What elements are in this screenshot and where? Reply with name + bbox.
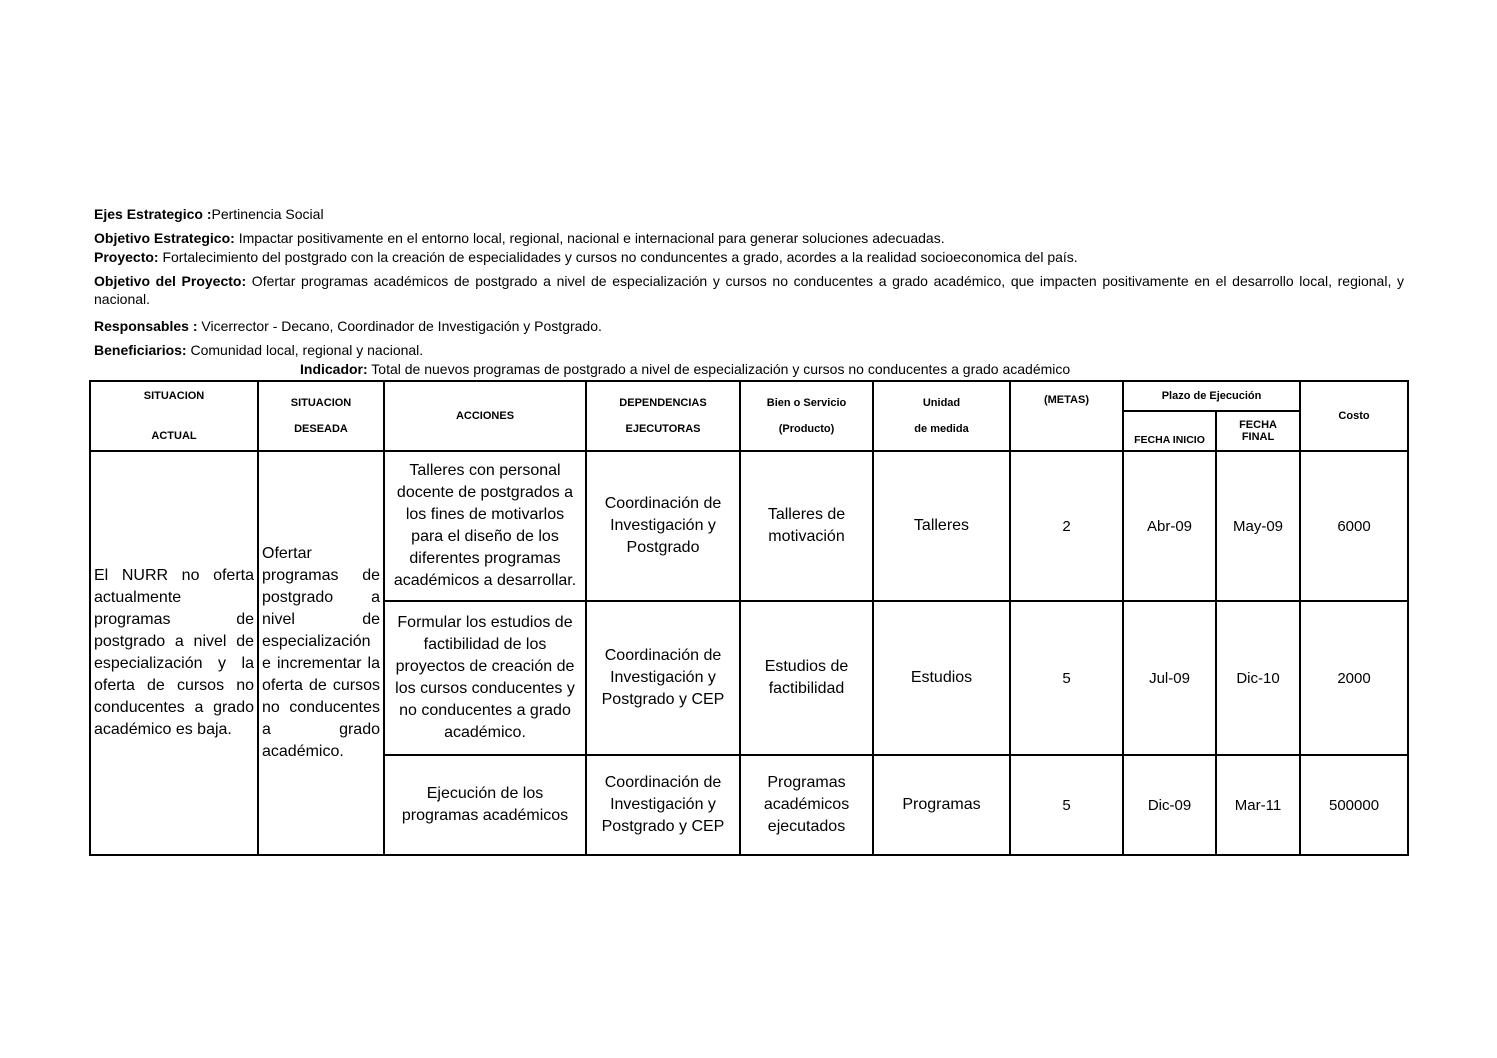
proyecto-line [94, 248, 1404, 266]
table-row [90, 451, 1408, 601]
proyecto-label: Proyecto: [94, 249, 159, 265]
fecha-final-cell: Mar-11 [1216, 755, 1300, 855]
ejes-value: Pertinencia Social [211, 206, 324, 222]
plan-table [89, 380, 1409, 856]
header-bien-servicio: Bien o Servicio (Producto) [740, 381, 873, 451]
costo-cell: 2000 [1300, 601, 1408, 755]
situacion-deseada-cell: Ofertar programas de postgrado a nivel de especialización e incrementar la oferta de cursos no conducentes a grado académico. [258, 451, 384, 855]
metas-cell: 2 [1010, 451, 1123, 601]
costo-cell: 6000 [1300, 451, 1408, 601]
ejes-line [94, 205, 1404, 223]
dependencia-cell: Coordinación de Investigación y Postgrado y CEP [586, 601, 740, 755]
header-dependencias: DEPENDENCIAS EJECUTORAS [586, 381, 740, 451]
beneficiarios-line [94, 341, 1404, 359]
objetivo-line [94, 229, 1404, 247]
situacion-actual-cell: El NURR no oferta actualmente programas de postgrado a nivel de especialización y la oferta de cursos no conducentes a grado académico es baja. [90, 451, 258, 855]
fecha-inicio-cell: Jul-09 [1123, 601, 1216, 755]
objetivo-proyecto-line [94, 272, 1404, 308]
header-fecha-final: FECHA FINAL [1216, 411, 1300, 451]
header-acciones: ACCIONES [384, 381, 586, 451]
ejes-label: Ejes Estrategico : [94, 206, 212, 222]
responsables-value: Vicerrector - Decano, Coordinador de Investigación y Postgrado. [197, 318, 602, 334]
header-unidad: Unidad de medida [873, 381, 1010, 451]
costo-cell: 500000 [1300, 755, 1408, 855]
indicador-line [300, 360, 1070, 378]
fecha-inicio-cell: Abr-09 [1123, 451, 1216, 601]
accion-cell: Formular los estudios de factibilidad de los proyectos de creación de los cursos conducentes y no conducentes a grado académico. [384, 601, 586, 755]
dependencia-cell: Coordinación de Investigación y Postgrado y CEP [586, 755, 740, 855]
objetivo-label: Objetivo Estrategico: [94, 230, 235, 246]
header-fecha-inicio: FECHA INICIO [1123, 411, 1216, 451]
indicador-value: Total de nuevos programas de postgrado a nivel de especialización y cursos no conducentes a grado académico [367, 361, 1071, 377]
fecha-inicio-cell: Dic-09 [1123, 755, 1216, 855]
header-costo: Costo [1300, 381, 1408, 451]
producto-cell: Talleres de motivación [740, 451, 873, 601]
fecha-final-cell: Dic-10 [1216, 601, 1300, 755]
responsables-line [94, 317, 1404, 335]
dependencia-cell: Coordinación de Investigación y Postgrado [586, 451, 740, 601]
unidad-cell: Talleres [873, 451, 1010, 601]
indicador-label: Indicador: [300, 361, 368, 377]
proyecto-value: Fortalecimiento del postgrado con la creación de especialidades y cursos no conduncentes a grado, acordes a la realidad socioeconomica del país. [158, 249, 1078, 265]
producto-cell: Estudios de factibilidad [740, 601, 873, 755]
unidad-cell: Programas [873, 755, 1010, 855]
header-metas: (METAS) [1010, 381, 1123, 451]
objetivo-proyecto-label: Objetivo del Proyecto: [94, 273, 247, 289]
header-plazo: Plazo de Ejecución [1123, 381, 1300, 411]
metas-cell: 5 [1010, 601, 1123, 755]
objetivo-value: Impactar positivamente en el entorno local, regional, nacional e internacional para generar soluciones adecuadas. [234, 230, 945, 246]
accion-cell: Talleres con personal docente de postgrados a los fines de motivarlos para el diseño de los diferentes programas académicos a desarrollar. [384, 451, 586, 601]
beneficiarios-label: Beneficiarios: [94, 342, 187, 358]
unidad-cell: Estudios [873, 601, 1010, 755]
header-situacion-actual: SITUACION ACTUAL [90, 381, 258, 451]
header-situacion-deseada: SITUACION DESEADA [258, 381, 384, 451]
responsables-label: Responsables : [94, 318, 198, 334]
beneficiarios-value: Comunidad local, regional y nacional. [186, 342, 424, 358]
producto-cell: Programas académicos ejecutados [740, 755, 873, 855]
accion-cell: Ejecución de los programas académicos [384, 755, 586, 855]
objetivo-proyecto-value: Ofertar programas académicos de postgrado a nivel de especialización y cursos no conducentes a grado académico, que impacten positivamente en el desarrollo local, regional, y nacional. [94, 273, 1405, 307]
metas-cell: 5 [1010, 755, 1123, 855]
fecha-final-cell: May-09 [1216, 451, 1300, 601]
header-row-1 [90, 381, 1408, 411]
